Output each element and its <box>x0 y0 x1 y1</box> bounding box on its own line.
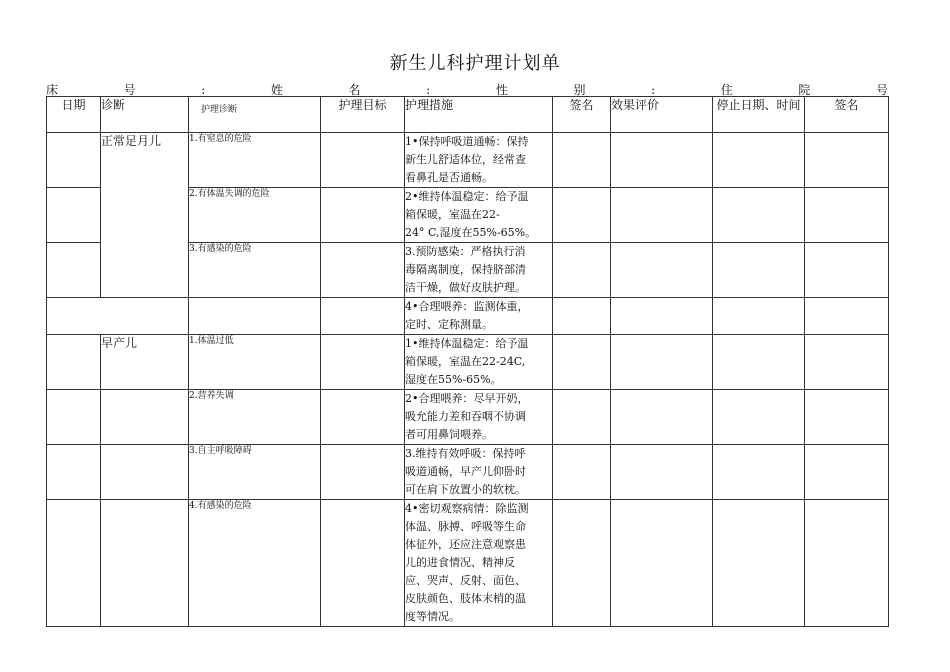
stop-date-cell <box>713 335 805 390</box>
date-cell <box>47 188 101 243</box>
info-label-name-2: 名 <box>348 83 361 97</box>
category-cell <box>101 390 189 445</box>
table-row <box>47 500 889 627</box>
header-evaluation: 效果评价 <box>611 97 713 133</box>
table-row <box>47 445 889 500</box>
signature-cell <box>553 390 611 445</box>
stop-date-cell <box>713 243 805 298</box>
info-colon-1: : <box>201 83 206 97</box>
date-diagnosis-cell <box>47 298 189 335</box>
date-cell <box>47 445 101 500</box>
date-cell <box>47 390 101 445</box>
table-row <box>47 298 889 335</box>
signature-2-cell <box>805 298 889 335</box>
measure-cell: 2•合理喂养：尽早开奶， 吸允能力差和吞咽不协调 者可用鼻饲喂养。 <box>405 390 553 445</box>
signature-2-cell <box>805 188 889 243</box>
diagnosis-cell: 1.有窒息的危险 <box>189 133 321 188</box>
header-signature: 签名 <box>553 97 611 133</box>
date-cell <box>47 243 101 298</box>
nursing-plan-table <box>46 96 889 627</box>
header-stop-date-time: 停止日期、时间 <box>713 97 805 133</box>
category-cell <box>101 445 189 500</box>
evaluation-cell <box>611 133 713 188</box>
info-label-admission-2: 院 <box>798 83 811 97</box>
goal-cell <box>321 445 405 500</box>
signature-2-cell <box>805 335 889 390</box>
diagnosis-cell <box>189 298 321 335</box>
evaluation-cell <box>611 500 713 627</box>
diagnosis-cell: 1.体温过低 <box>189 335 321 390</box>
header-nursing-diagnosis: 护理诊断 <box>189 97 321 133</box>
signature-cell <box>553 445 611 500</box>
measure-cell: 1•维持体温稳定：给予温 箱保暖，室温在22-24C, 湿度在55%-65%。 <box>405 335 553 390</box>
info-colon-3: : <box>651 83 656 97</box>
header-date: 日期 <box>47 97 101 133</box>
evaluation-cell <box>611 390 713 445</box>
measure-cell: 1•保持呼吸道通畅：保持 新生儿舒适体位，经常查 看鼻孔是否通畅。 <box>405 133 553 188</box>
category-cell: 早产儿 <box>101 335 189 390</box>
date-cell <box>47 335 101 390</box>
info-label-name-1: 姓 <box>270 83 283 97</box>
info-label-bed-2: 号 <box>123 83 136 97</box>
measure-cell: 2•维持体温稳定：给予温 箱保暖，室温在22- 24° C,湿度在55%-65%。 <box>405 188 553 243</box>
diagnosis-cell: 3.有感染的危险 <box>189 243 321 298</box>
info-label-bed-1: 床 <box>46 83 59 97</box>
table-row <box>47 390 889 445</box>
date-cell <box>47 133 101 188</box>
info-label-sex-1: 性 <box>495 83 508 97</box>
goal-cell <box>321 335 405 390</box>
measure-cell: 4•密切观察病情：除监测 体温、脉搏、呼吸等生命 体征外，还应注意观察患 儿的进食情况、精神反 应、哭声、反射、面色、 皮肤颜色、肢体末梢的温 度等情况。 <box>405 500 553 627</box>
stop-date-cell <box>713 188 805 243</box>
measure-cell: 4•合理喂养：监测体重， 定时、定称测量。 <box>405 298 553 335</box>
header-diagnosis: 诊断 <box>101 97 189 133</box>
stop-date-cell <box>713 390 805 445</box>
header-nursing-goal: 护理目标 <box>321 97 405 133</box>
goal-cell <box>321 133 405 188</box>
diagnosis-cell: 3.自主呼吸障碍 <box>189 445 321 500</box>
diagnosis-cell: 2.有体温失调的危险 <box>189 188 321 243</box>
page-title: 新生儿科护理计划单 <box>389 53 561 74</box>
info-label-sex-2: 别 <box>573 83 586 97</box>
evaluation-cell <box>611 298 713 335</box>
signature-2-cell <box>805 133 889 188</box>
goal-cell <box>321 500 405 627</box>
table-row <box>47 335 889 390</box>
goal-cell <box>321 243 405 298</box>
diagnosis-cell: 2.营养失调 <box>189 390 321 445</box>
signature-cell <box>553 500 611 627</box>
goal-cell <box>321 298 405 335</box>
signature-cell <box>553 298 611 335</box>
date-cell <box>47 500 101 627</box>
info-colon-2: : <box>426 83 431 97</box>
stop-date-cell <box>713 445 805 500</box>
evaluation-cell <box>611 243 713 298</box>
info-label-admission-3: 号 <box>875 83 888 97</box>
signature-cell <box>553 243 611 298</box>
header-nursing-measures: 护理措施 <box>405 97 553 133</box>
table-row <box>47 133 889 188</box>
info-label-admission-1: 住 <box>720 83 733 97</box>
signature-2-cell <box>805 243 889 298</box>
stop-date-cell <box>713 500 805 627</box>
category-cell <box>101 500 189 627</box>
signature-2-cell <box>805 445 889 500</box>
signature-cell <box>553 133 611 188</box>
measure-cell: 3.维持有效呼吸：保持呼 吸道通畅，早产儿仰卧时 可在肩下放置小的软枕。 <box>405 445 553 500</box>
header-signature-2: 签名 <box>805 97 889 133</box>
diagnosis-cell: 4.有感染的危险 <box>189 500 321 627</box>
evaluation-cell <box>611 335 713 390</box>
table-header-row <box>47 97 889 133</box>
signature-cell <box>553 188 611 243</box>
evaluation-cell <box>611 188 713 243</box>
signature-2-cell <box>805 390 889 445</box>
category-cell: 正常足月儿 <box>101 133 189 298</box>
stop-date-cell <box>713 298 805 335</box>
stop-date-cell <box>713 133 805 188</box>
goal-cell <box>321 188 405 243</box>
measure-cell: 3.预防感染：严格执行消 毒隔离制度，保持脐部清 洁干燥，做好皮肤护理。 <box>405 243 553 298</box>
signature-cell <box>553 335 611 390</box>
signature-2-cell <box>805 500 889 627</box>
evaluation-cell <box>611 445 713 500</box>
goal-cell <box>321 390 405 445</box>
